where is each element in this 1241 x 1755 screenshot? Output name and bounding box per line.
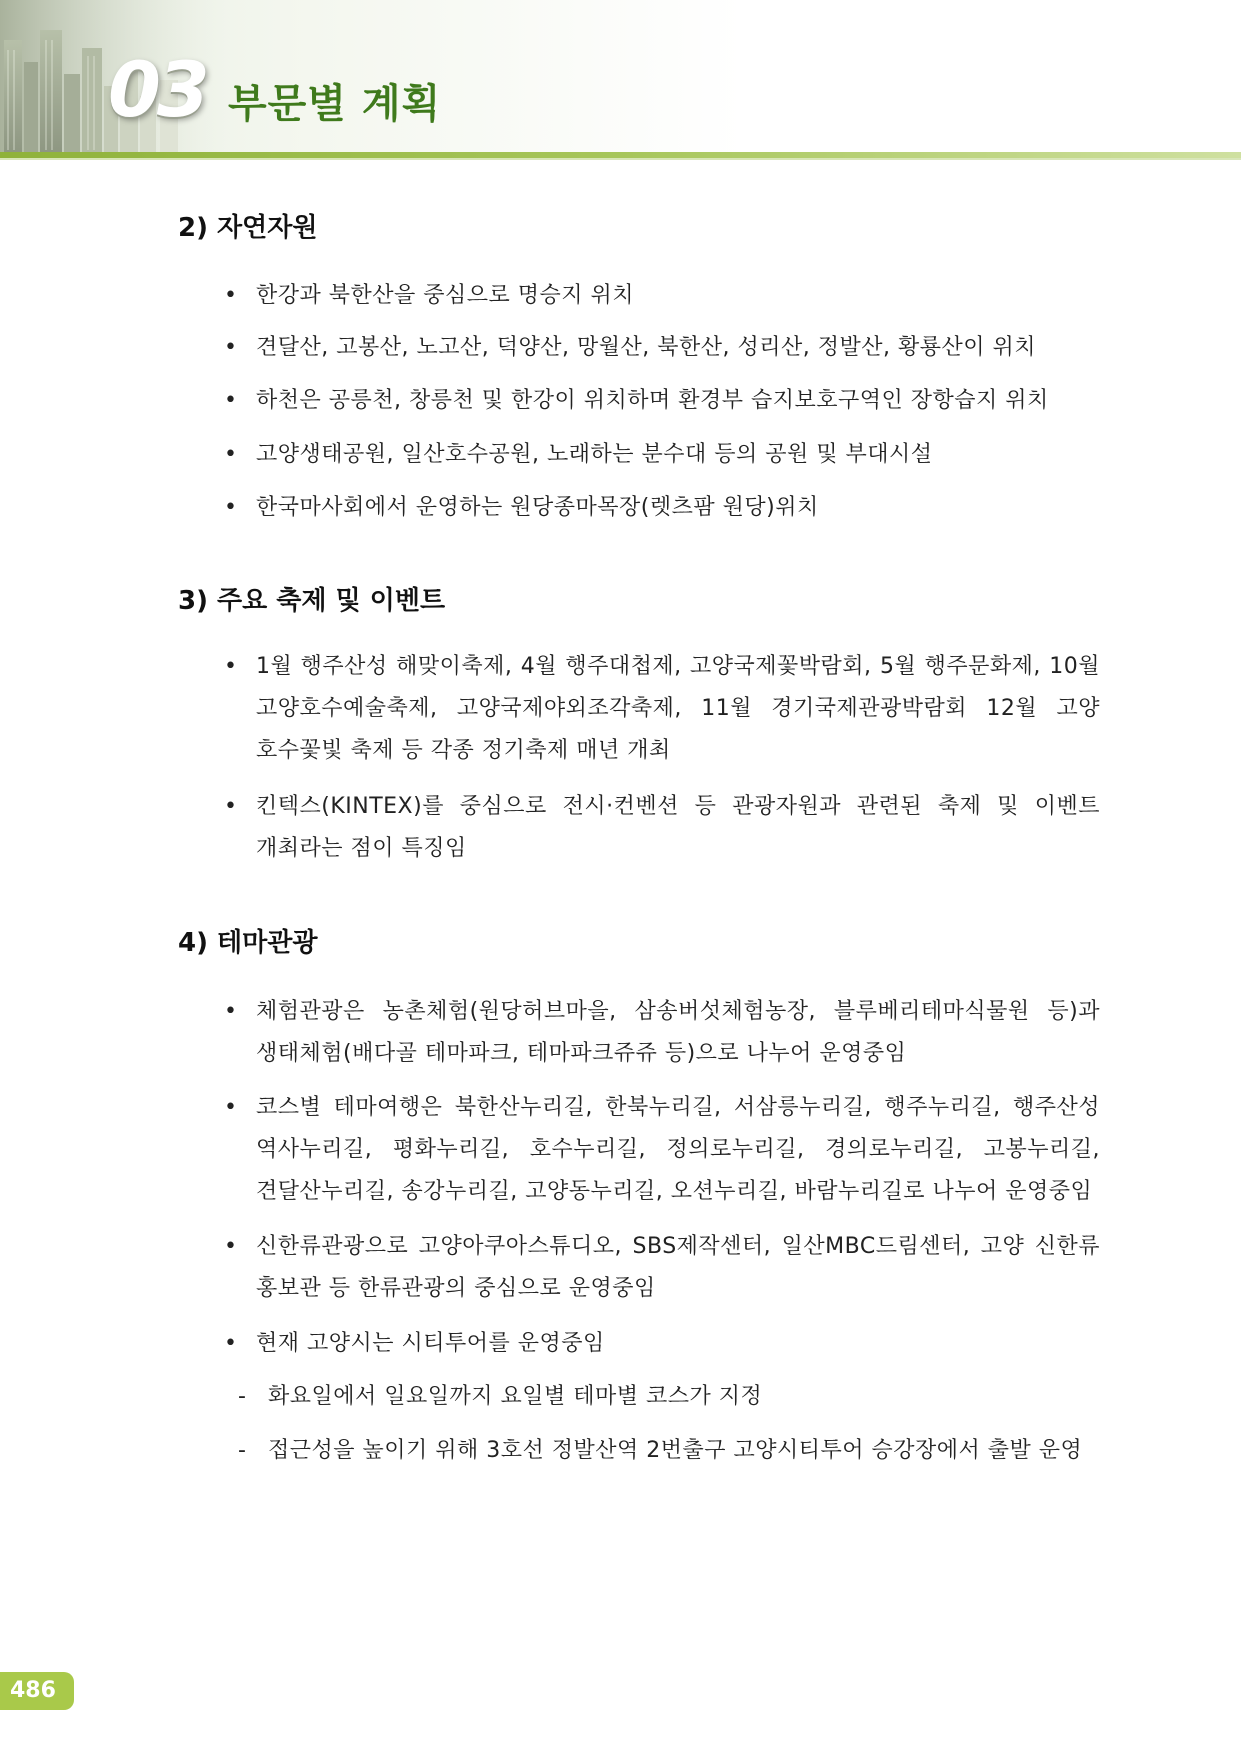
list-item: [224, 434, 1100, 476]
bullet-icon: •: [224, 1234, 237, 1259]
page-number: 486: [10, 1678, 56, 1703]
dash-icon: -: [238, 1384, 246, 1409]
list-item-text: 1월 행주산성 해맞이축제, 4월 행주대첩제, 고양국제꽃박람회, 5월 행주문화제, 10월 고양호수예술축제, 고양국제야외조각축제, 11월 경기국제관광박람회 12월 고양 호수꽃빛 축제 등 각종 정기축제 매년 개최: [256, 654, 1100, 763]
section-title-natural-resources: 2) 자연자원: [178, 213, 318, 243]
list-item: [224, 327, 1100, 369]
bullet-icon: •: [224, 1331, 237, 1356]
list-item-text: 체험관광은 농촌체험(원당허브마을, 삼송버섯체험농장, 블루베리테마식물원 등)과 생태체험(배다골 테마파크, 테마파크쥬쥬 등)으로 나누어 운영중임: [256, 999, 1100, 1066]
list-item-text: 코스별 테마여행은 북한산누리길, 한북누리길, 서삼릉누리길, 행주누리길, 행주산성 역사누리길, 평화누리길, 호수누리길, 정의로누리길, 경의로누리길, 고봉누리길, 견달산누리길, 송강누리길, 고양동누리길, 오션누리길, 바람누리길로 나누어 운영중임: [256, 1095, 1100, 1204]
bullet-icon: •: [224, 335, 237, 360]
bullet-icon: •: [224, 283, 237, 308]
list-item-text: 고양생태공원, 일산호수공원, 노래하는 분수대 등의 공원 및 부대시설: [256, 442, 933, 467]
list-item: [224, 646, 1100, 772]
list-item-text: 한강과 북한산을 중심으로 명승지 위치: [256, 283, 635, 308]
chapter-title: 부문별 계획: [228, 81, 442, 127]
list-item: [224, 275, 1100, 317]
section-title-theme-tourism: 4) 테마관광: [178, 928, 318, 958]
list-item: [224, 1226, 1100, 1310]
bullet-icon: •: [224, 654, 237, 679]
sub-list-item-text: 화요일에서 일요일까지 요일별 테마별 코스가 지정: [268, 1384, 763, 1409]
chapter-header: [0, 0, 1241, 160]
dash-icon: -: [238, 1438, 246, 1463]
list-item-text: 하천은 공릉천, 창릉천 및 한강이 위치하며 환경부 습지보호구역인 장항습지 위치: [256, 388, 1049, 413]
list-item: [224, 991, 1100, 1075]
list-item-text: 킨텍스(KINTEX)를 중심으로 전시·컨벤션 등 관광자원과 관련된 축제 및 이벤트 개최라는 점이 특징임: [256, 794, 1100, 861]
bullet-icon: •: [224, 388, 237, 413]
list-item: [224, 786, 1100, 870]
list-item-text: 신한류관광으로 고양아쿠아스튜디오, SBS제작센터, 일산MBC드림센터, 고양 신한류 홍보관 등 한류관광의 중심으로 운영중임: [256, 1234, 1100, 1301]
bullet-icon: •: [224, 442, 237, 467]
list-item-text: 현재 고양시는 시티투어를 운영중임: [256, 1331, 605, 1356]
chapter-number: 03: [108, 45, 206, 134]
bullet-icon: •: [224, 794, 237, 819]
sub-list-item-text: 접근성을 높이기 위해 3호선 정발산역 2번출구 고양시티투어 승강장에서 출발 운영: [268, 1438, 1083, 1463]
list-item: [224, 487, 1100, 529]
bullet-icon: •: [224, 1095, 237, 1120]
list-item-text: 견달산, 고봉산, 노고산, 덕양산, 망월산, 북한산, 성리산, 정발산, 황룡산이 위치: [256, 335, 1036, 360]
sub-list-item: [238, 1376, 1098, 1418]
bullet-icon: •: [224, 999, 237, 1024]
list-item: [224, 1323, 1100, 1365]
sub-list-item: [238, 1430, 1098, 1472]
section-title-festivals: 3) 주요 축제 및 이벤트: [178, 586, 446, 616]
list-item: [224, 1087, 1100, 1213]
bullet-icon: •: [224, 495, 237, 520]
list-item-text: 한국마사회에서 운영하는 원당종마목장(렛츠팜 원당)위치: [256, 495, 819, 520]
header-divider-thin: [0, 158, 1241, 160]
list-item: [224, 380, 1100, 422]
